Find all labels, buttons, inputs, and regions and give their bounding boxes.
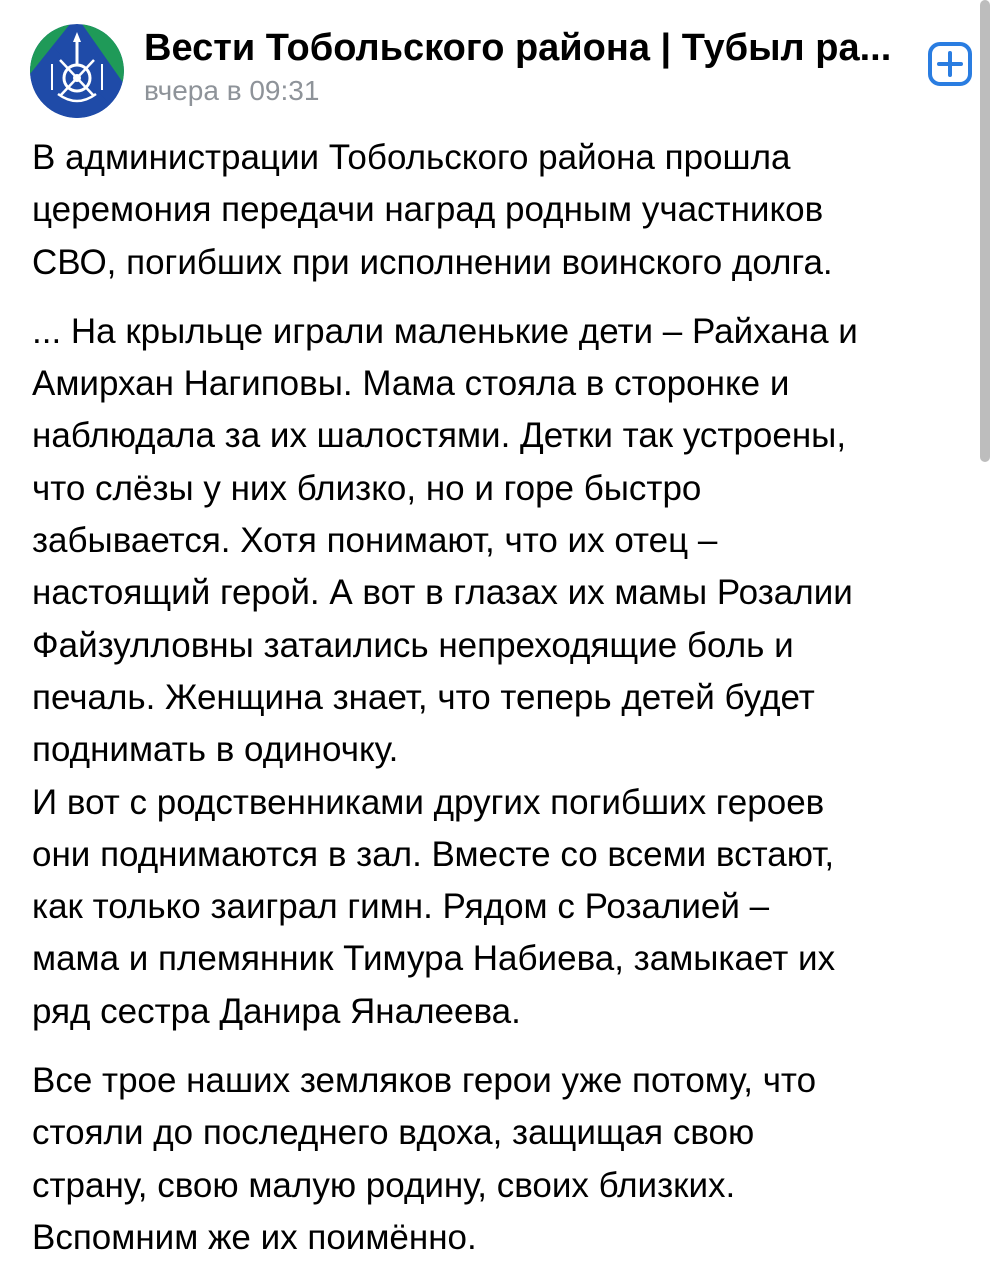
post-paragraph — [32, 306, 967, 1038]
text-line: мама и племянник Тимура Набиева, замыкает их — [32, 939, 836, 979]
text-line: наблюдала за их шалостями. Детки так устроены, — [32, 416, 847, 456]
community-avatar[interactable] — [30, 24, 124, 118]
text-line: СВО, погибших при исполнении воинского долга. — [32, 242, 833, 282]
text-line: что слёзы у них близко, но и горе быстро — [32, 468, 702, 508]
community-name[interactable]: Вести Тобольского района | Тубыл ра... — [144, 27, 892, 69]
post-timestamp[interactable]: вчера в 09:31 — [144, 75, 320, 106]
text-line: И вот с родственниками других погибших героев — [32, 782, 825, 822]
text-line: стояли до последнего вдоха, защищая свою — [32, 1113, 755, 1153]
post-header — [30, 24, 980, 114]
text-line: Файзулловны затаились непреходящие боль и — [32, 625, 794, 665]
text-line: страну, свою малую родину, своих близких. — [32, 1165, 736, 1205]
text-line: забывается. Хотя понимают, что их отец – — [32, 521, 718, 561]
text-line: ... На крыльце играли маленькие дети – Райхана и — [32, 311, 858, 351]
community-emblem-icon — [30, 24, 124, 118]
text-line: настоящий герой. А вот в глазах их мамы Розалии — [32, 573, 853, 613]
text-line: печаль. Женщина знает, что теперь детей будет — [32, 677, 815, 717]
text-line: церемония передачи наград родным участников — [32, 190, 824, 230]
subscribe-button[interactable] — [926, 40, 974, 88]
text-line: ряд сестра Данира Яналеева. — [32, 991, 521, 1031]
text-line: Амирхан Нагиповы. Мама стояла в сторонке и — [32, 364, 790, 404]
plus-square-icon — [926, 40, 974, 88]
post-text — [32, 132, 967, 1264]
text-line: В администрации Тобольского района прошла — [32, 138, 791, 177]
text-line: Все трое наших земляков герои уже потому, что — [32, 1061, 817, 1101]
text-line: поднимать в одиночку. — [32, 730, 399, 770]
post-paragraph — [32, 132, 967, 289]
text-line: Вспомним же их поимённо. — [32, 1217, 477, 1257]
post-paragraph — [32, 1055, 967, 1264]
text-line: они поднимаются в зал. Вместе со всеми встают, — [32, 834, 835, 874]
scrollbar[interactable] — [980, 0, 990, 462]
text-line: как только заиграл гимн. Рядом с Розалией – — [32, 887, 770, 927]
